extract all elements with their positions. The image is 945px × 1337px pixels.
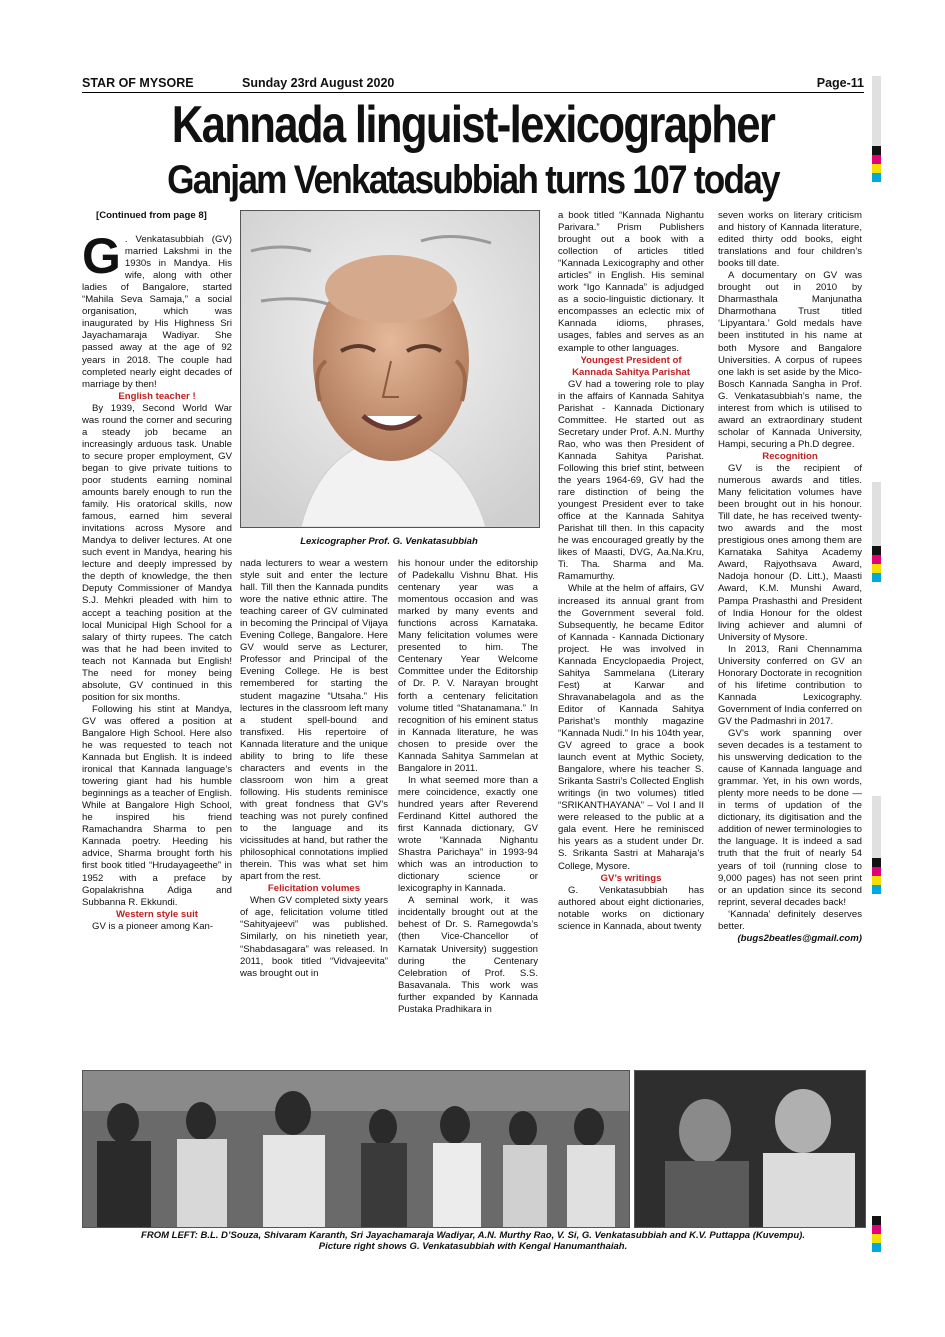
registration-mark-black bbox=[872, 858, 881, 867]
subhead: Kannada Sahitya Parishat bbox=[572, 366, 690, 378]
paragraph: A documentary on GV was brought out in 2010 by Dharmasthala Manjunatha Dharmothana Trust titled ‘Lipyantara.’ Gold medals have been instituted in his name at both Mysore and Bangalore Universities. A corpus of rupees one lakh is set aside by the Mico-Bosch Kannada Sangha in Prof. G. Venkatasubbiah’s name, the interest from which is utilised to award an extraordinary student scholar of Kannada University, Hampi, securing a Ph.D degree. bbox=[718, 270, 862, 450]
paragraph: Following his stint at Mandya, GV was offered a position at Bangalore High School. Here also he was requested to teach not Kannada but English. It is indeed ironical that Kannada language’s towering giant had his humble beginnings as a teacher of English. While at Bangalore High School, he inspired his friend Ramachandra Sharma to pen Kannada poetry. Heeding his advice, Sharma brought forth his first book titled “Hrudayageethe” in 1952 with a preface by Gopalakrishna Adiga and Subbanna R. Ekkundi. bbox=[82, 703, 232, 908]
continued-note: [Continued from page 8] bbox=[96, 210, 207, 221]
group-photo-illustration bbox=[83, 1071, 629, 1227]
subhead: English teacher ! bbox=[118, 390, 196, 402]
bottom-caption-line-1: FROM LEFT: B.L. D’Souza, Shivaram Karanth, Sri Jayachamaraja Wadiyar, A.N. Murthy Rao, V. Si, G. Venkatasubbiah and K.V. Puttappa (Kuvempu). bbox=[141, 1230, 805, 1241]
registration-bar bbox=[872, 482, 881, 546]
subhead: Western style suit bbox=[116, 908, 198, 920]
headline-main: Kannada linguist-lexicographer bbox=[171, 96, 775, 154]
group-photo bbox=[82, 1070, 630, 1228]
registration-mark-black bbox=[872, 146, 881, 155]
masthead bbox=[82, 76, 864, 93]
registration-bar bbox=[872, 796, 881, 858]
registration-mark-cyan bbox=[872, 885, 881, 894]
paper-name: STAR OF MYSORE bbox=[82, 76, 194, 90]
registration-mark-yellow bbox=[872, 164, 881, 173]
author-email: (bugs2beatles@gmail.com) bbox=[737, 932, 862, 944]
paragraph: GV is the recipient of numerous awards and titles. Many felicitation volumes have been brought out in his honour. Till date, he has received twenty-two awards and the most prestigious ones among them are Karnataka Sahitya Academy Award, Rajyothsava Award, Nadoja honour (D. Litt.), Maasti Award, K.M. Munshi Award, Pampa Prashasthi and President of India Honour for the oldest living achiever and alumni of University of Mysore. bbox=[718, 462, 862, 643]
paragraph: In what seemed more than a mere coincidence, exactly one hundred years after Reverend Ferdinand Kittel authored the first Kannada dictionary, GV wrote “Kannada Nighantu Shastra Parichaya” in 1993-94 which was an introduction to dictionary science or lexicography in Kannada. bbox=[398, 774, 538, 895]
subhead: Recognition bbox=[762, 450, 818, 462]
registration-mark-magenta bbox=[872, 555, 881, 564]
registration-mark-cyan bbox=[872, 173, 881, 182]
paragraph: By 1939, Second World War was round the corner and securing a steady job became an increasingly arduous task. Unable to secure proper employment, GV began to give private tuitions to poor students earning nominal amounts barely enough to run the family. His oratorical skills, now famous, earned him several invitations across Mysore and Mandya to deliver lectures. At one such event in Mandya, hearing his lecture and deeply impressed by the depth of knowledge, the then Deputy Commissioner of Mandya S.J. Mehkri pleaded with him to accept a teaching position at the local Municipal High School for a salary of thirty rupees. The catch was that he had been invited to teach not Kannada but English! The need for money being absolute, GV continued in this position for six months. bbox=[82, 402, 232, 703]
portrait-illustration bbox=[241, 211, 539, 527]
paragraph: In 2013, Rani Chennamma University conferred on GV an Honorary Doctorate in recognition of his lifetime contribution to Kannada Lexicography. Government of India conferred on GV the Padmashri in 2017. bbox=[718, 643, 862, 727]
bottom-caption bbox=[82, 1230, 864, 1252]
drop-cap: G bbox=[82, 228, 121, 285]
paragraph: A seminal work, it was incidentally brought out at the behest of Dr. S. Ramegowda’s (then Vice-Chancellor of Karnatak University) suggestion during the Centenary Celebration of Prof. S.S. Basavanala. This work was further expanded by Kannada Pustaka Pradhikara in bbox=[398, 895, 538, 1015]
registration-mark-magenta bbox=[872, 867, 881, 876]
paragraph: GV’s work spanning over seven decades is a testament to his unswerving dedication to the cause of Kannada language and grammar. Yet, in his own words, plenty more needs to be done — in terms of updation of the dictionary, its digitisation and the addition of newer terminologies to the language. It is indeed a sad truth that the fruit of nearly 54 years of toil (running close to 9,000 pages) has not seen print or an updation since its second reprint, several decades back! bbox=[718, 728, 862, 908]
article-column-1 bbox=[82, 210, 232, 933]
paragraph: . Venkatasubbiah (GV) married Lakshmi in the 1930s in Mandya. His wife, along with other ladies of Bangalore, started “Mahila Seva Samaja,” a social organisation, which was inaugurated by His Highness Sri Jayachamaraja Wadiyar. She passed away at the age of 92 years in 2018. The couple had completed nearly eight decades of marriage by then! bbox=[82, 234, 232, 390]
headline-sub: Ganjam Venkatasubbiah turns 107 today bbox=[167, 158, 779, 202]
portrait-photo bbox=[240, 210, 540, 528]
article-column-2 bbox=[240, 558, 388, 980]
paragraph: seven works on literary criticism and history of Kannada literature, edited thirty odd books, eight translations and four children’s books till date. bbox=[718, 210, 862, 270]
registration-mark-magenta bbox=[872, 1225, 881, 1234]
article-column-4 bbox=[558, 210, 704, 933]
side-photo-illustration bbox=[635, 1071, 865, 1227]
paragraph: GV is a pioneer among Kan- bbox=[92, 920, 214, 932]
paragraph: When GV completed sixty years of age, felicitation volume titled “Sahityajeevi” was published. Similarly, on his ninetieth year, “Shabdasagara” was released. In 2011, book titled “Vidvajeevita” was brought out in bbox=[240, 895, 388, 979]
paragraph: GV had a towering role to play in the affairs of Kannada Sahitya Parishat - Kannada Dictionary Committee. He started out as Secretary under Prof. A.N. Murthy Rao, who was then President of Kannada Sahitya Parishat. Following this brief stint, between the years 1964-69, GV had the rare distinction of being the youngest President ever to take office at the Kannada Sahitya Parishat till then. In this capacity he was encouraged greatly by the likes of Maasti, DVG, Aa.Na.Kru, Ti. Tha. Sharma and Ma. Ramamurthy. bbox=[558, 378, 704, 583]
registration-bar bbox=[872, 76, 881, 146]
subhead: Youngest President of bbox=[580, 354, 682, 366]
subhead: GV’s writings bbox=[600, 872, 662, 884]
registration-mark-cyan bbox=[872, 573, 881, 582]
side-photo bbox=[634, 1070, 866, 1228]
paragraph: ‘Kannada’ definitely deserves better. bbox=[718, 908, 862, 932]
issue-date: Sunday 23rd August 2020 bbox=[242, 76, 395, 90]
registration-mark-black bbox=[872, 1216, 881, 1225]
article-column-5 bbox=[718, 210, 862, 945]
portrait-caption: Lexicographer Prof. G. Venkatasubbiah bbox=[300, 536, 478, 547]
page-number: Page-11 bbox=[816, 76, 864, 90]
registration-mark-yellow bbox=[872, 876, 881, 885]
paragraph: his honour under the editorship of Padekallu Vishnu Bhat. His centenary year was a momentous occasion and was marked by many events and functions across Karnataka. Many felicitation volumes were presented to him. The Centenary Year Welcome Committee under the Editorship of Dr. P. V. Narayan brought forth a centenary felicitation volume titled “Shatanamana.” In recognition of his eminent status in Kannada literature, he was chosen to preside over the Kannada Sahitya Sammelan at Bangalore in 2011. bbox=[398, 558, 538, 774]
article-column-3 bbox=[398, 558, 538, 1016]
bottom-caption-line-2: Picture right shows G. Venkatasubbiah with Kengal Hanumanthaiah. bbox=[318, 1241, 628, 1252]
registration-mark-yellow bbox=[872, 1234, 881, 1243]
registration-mark-magenta bbox=[872, 155, 881, 164]
registration-mark-cyan bbox=[872, 1243, 881, 1252]
registration-mark-yellow bbox=[872, 564, 881, 573]
paragraph: nada lecturers to wear a western style suit and enter the lecture hall. Till then the Kannada pundits wore the native ethnic attire. The teaching career of GV culminated in becoming the Principal of Vijaya Evening College, Bangalore. Here GV would serve as Lecturer, Professor and Principal of the Evening College. He is best remembered for starting the student magazine “Utsaha.” His lectures in the classroom left many a student spell-bound and transfixed. His repertoire of Kannada literature and the unique ability to bring to life these characters and events in the classroom won him a great following. His students reminisce with great fondness that GV’s teaching was not purely confined to the language and its vicissitudes at hand, but rather the philosophical connotations implied therein. This was what set him apart from the rest. bbox=[240, 558, 388, 883]
paragraph: a book titled “Kannada Nighantu Parivara.” Prism Publishers brought out a book with a collection of articles titled “Kannada Lexicography and other articles” in English. His seminal work “Igo Kannada” is adjudged as a socio-linguistic dictionary. It encompasses an eclectic mix of Kannada idioms, phrases, usages, fables and serves as an example to other languages. bbox=[558, 210, 704, 354]
paragraph: G. Venkatasubbiah has authored about eight dictionaries, notable works on dictionary science in Kannada, about twenty bbox=[558, 884, 704, 932]
registration-mark-black bbox=[872, 546, 881, 555]
subhead: Felicitation volumes bbox=[267, 883, 361, 895]
paragraph: While at the helm of affairs, GV increased its annual grant from the Government several fold. Subsequently, he became Editor of Kannada - Kannada Dictionary project. He was involved in Kannada Encyclopaedia Project, Sahitya Sammelana (Literary Fest) at Karwar and Shravanabelagola and as the Editor of Kannada Sahitya Parishat’s monthly magazine “Kannada Nudi.” In his 104th year, GV agreed to grace a book launch event at Mythic Society, Bangalore, where his teacher S. Srikanta Sastri’s Collected English writings (in two volumes) titled “SRIKANTHAYANA” – Vol I and II were released to the public at a gala event. Here he reminisced his years as a student under Dr. S. Srikanta Sastri at Maharaja’s College, Mysore. bbox=[558, 583, 704, 872]
